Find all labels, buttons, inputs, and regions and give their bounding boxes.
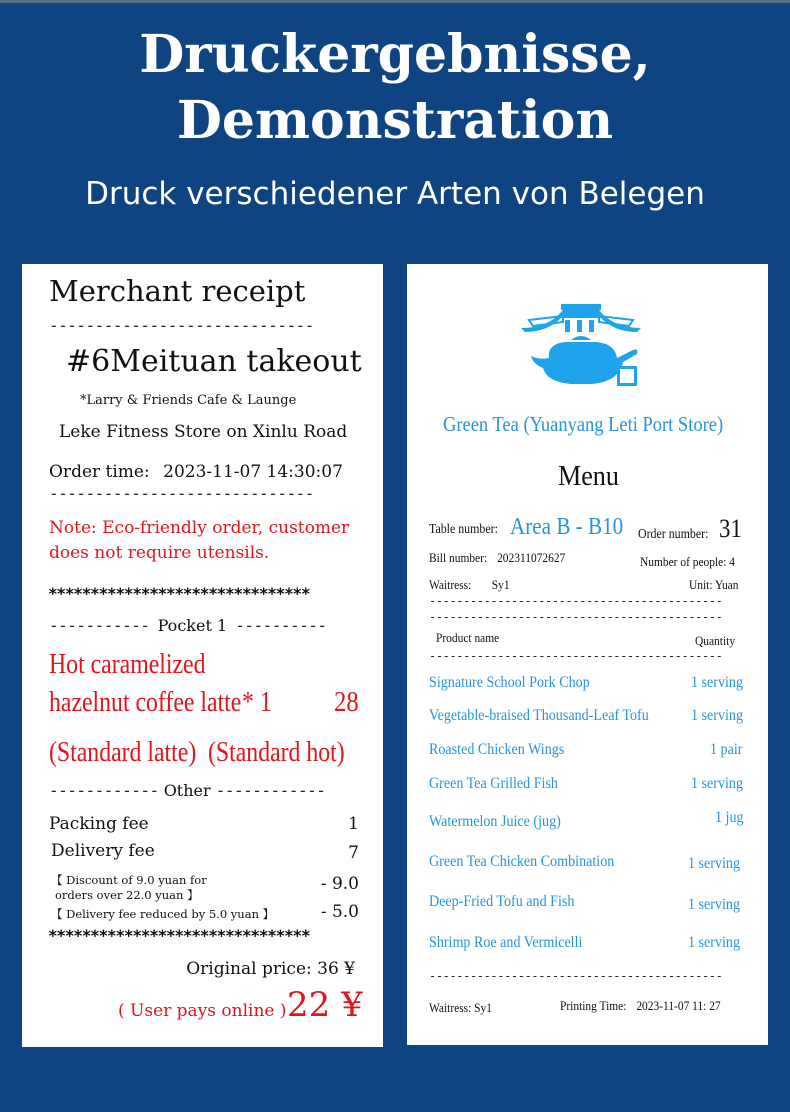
packing-fee-value: 1 <box>348 814 359 834</box>
discount-line-2: orders over 22.0 yuan 】 <box>55 888 199 902</box>
list-item-qty: 1 serving <box>691 674 744 691</box>
column-quantity: Quantity <box>695 633 736 648</box>
other-divider <box>49 781 325 800</box>
delivery-reduce-value: - 5.0 <box>320 902 359 922</box>
note-line-2: does not require utensils. <box>49 543 270 563</box>
order-time-label: Order time: <box>49 462 150 482</box>
waitress-value: Sy1 <box>491 577 510 592</box>
printing-time-label: Printing Time: <box>560 998 627 1013</box>
list-item-qty: 1 serving <box>688 855 741 872</box>
waitress-label: Waitress: <box>429 577 472 592</box>
list-item-qty: 1 pair <box>710 741 743 758</box>
list-item-name: Green Tea Grilled Fish <box>429 775 558 792</box>
star-divider: ******************************* <box>48 926 310 945</box>
page-subtitle: Druck verschiedener Arten von Belegen <box>85 176 705 212</box>
item-name-line-2: hazelnut coffee latte <box>49 686 242 718</box>
store-name: Green Tea (Yuanyang Leti Port Store) <box>443 412 724 436</box>
table-number-label: Table number: <box>429 522 498 537</box>
divider: ----------------------------- <box>49 484 314 503</box>
delivery-reduce-label: 【 Delivery fee reduced by 5.0 yuan 】 <box>51 907 275 921</box>
list-item-qty: 1 jug <box>715 809 744 826</box>
order-time <box>49 462 343 482</box>
store-name: Leke Fitness Store on Xinlu Road <box>59 422 348 442</box>
item-option-2: (Standard hot) <box>208 736 345 768</box>
divider: ------------------------------------------- <box>429 649 723 663</box>
list-item-name: Vegetable-braised Thousand-Leaf Tofu <box>429 707 649 724</box>
list-item-name: Deep-Fried Tofu and Fish <box>429 893 575 910</box>
pocket-label: Pocket 1 <box>157 616 228 635</box>
divider: ------------------------------------------- <box>429 969 723 983</box>
page-title <box>0 22 790 154</box>
order-number-value: 31 <box>719 514 742 543</box>
item-quantity: * 1 <box>242 686 272 718</box>
user-pays-amount: 22 ¥ <box>287 985 363 1025</box>
delivery-fee-value: 7 <box>348 843 359 863</box>
original-price: Original price: 36 ¥ <box>186 959 355 979</box>
merchant-receipt <box>22 264 383 1047</box>
user-pays-label: ( User pays online ) <box>118 1001 287 1021</box>
note-line-1: Note: Eco-friendly order, customer <box>49 518 350 538</box>
dash-right: ------------ <box>215 781 326 800</box>
menu-heading: Menu <box>558 460 619 492</box>
list-item-name: Green Tea Chicken Combination <box>429 853 615 870</box>
bill-number <box>429 550 565 566</box>
pocket-divider <box>49 616 327 635</box>
title-line-1: Druckergebnisse, <box>139 24 651 85</box>
order-number-label: Order number: <box>638 527 709 542</box>
unit-label: Unit: Yuan <box>689 577 739 592</box>
list-item-qty: 1 serving <box>691 775 744 792</box>
column-product-name: Product name <box>436 630 500 645</box>
divider: ------------------------------------------- <box>429 610 723 624</box>
shop-name: *Larry & Friends Cafe & Launge <box>80 393 297 408</box>
list-item-qty: 1 serving <box>691 707 744 724</box>
delivery-fee-label: Delivery fee <box>51 841 155 861</box>
discount-line-1: 【 Discount of 9.0 yuan for <box>51 873 207 887</box>
discount-value: - 9.0 <box>320 874 359 894</box>
receipt-heading: Merchant receipt <box>49 274 306 308</box>
people-count: Number of people: 4 <box>640 554 735 569</box>
title-line-2: Demonstration <box>176 90 614 151</box>
star-divider: ******************************* <box>48 584 310 603</box>
order-title: #6Meituan takeout <box>66 344 362 379</box>
item-option-1: (Standard latte) <box>49 736 197 768</box>
waitress-line <box>429 577 510 593</box>
list-item-name: Roasted Chicken Wings <box>429 741 565 758</box>
list-item-name: Shrimp Roe and Vermicelli <box>429 934 583 951</box>
divider: ----------------------------- <box>49 316 314 335</box>
dash-left: ------------ <box>49 781 159 800</box>
teapot-pavilion-icon <box>519 304 643 390</box>
list-item-name: Watermelon Juice (jug) <box>429 813 561 830</box>
list-item-qty: 1 serving <box>688 896 741 913</box>
dash-left: ----------- <box>49 616 150 635</box>
printing-time <box>560 998 721 1014</box>
divider: ------------------------------------------- <box>429 594 723 608</box>
order-time-value: 2023-11-07 14:30:07 <box>163 462 343 482</box>
list-item-name: Signature School Pork Chop <box>429 674 590 691</box>
item-name-line-1: Hot caramelized <box>49 648 206 680</box>
dash-right: ---------- <box>235 616 327 635</box>
table-number-value: Area B - B10 <box>510 514 624 540</box>
menu-receipt <box>407 264 768 1045</box>
packing-fee-label: Packing fee <box>49 814 149 834</box>
item-price: 28 <box>334 686 359 718</box>
list-item-qty: 1 serving <box>688 934 741 951</box>
other-label: Other <box>163 781 211 800</box>
printing-time-value: 2023-11-07 11: 27 <box>636 998 721 1013</box>
footer-waitress: Waitress: Sy1 <box>429 1000 492 1015</box>
top-edge <box>0 0 790 3</box>
bill-number-label: Bill number: <box>429 550 488 565</box>
bill-number-value: 202311072627 <box>497 550 566 565</box>
